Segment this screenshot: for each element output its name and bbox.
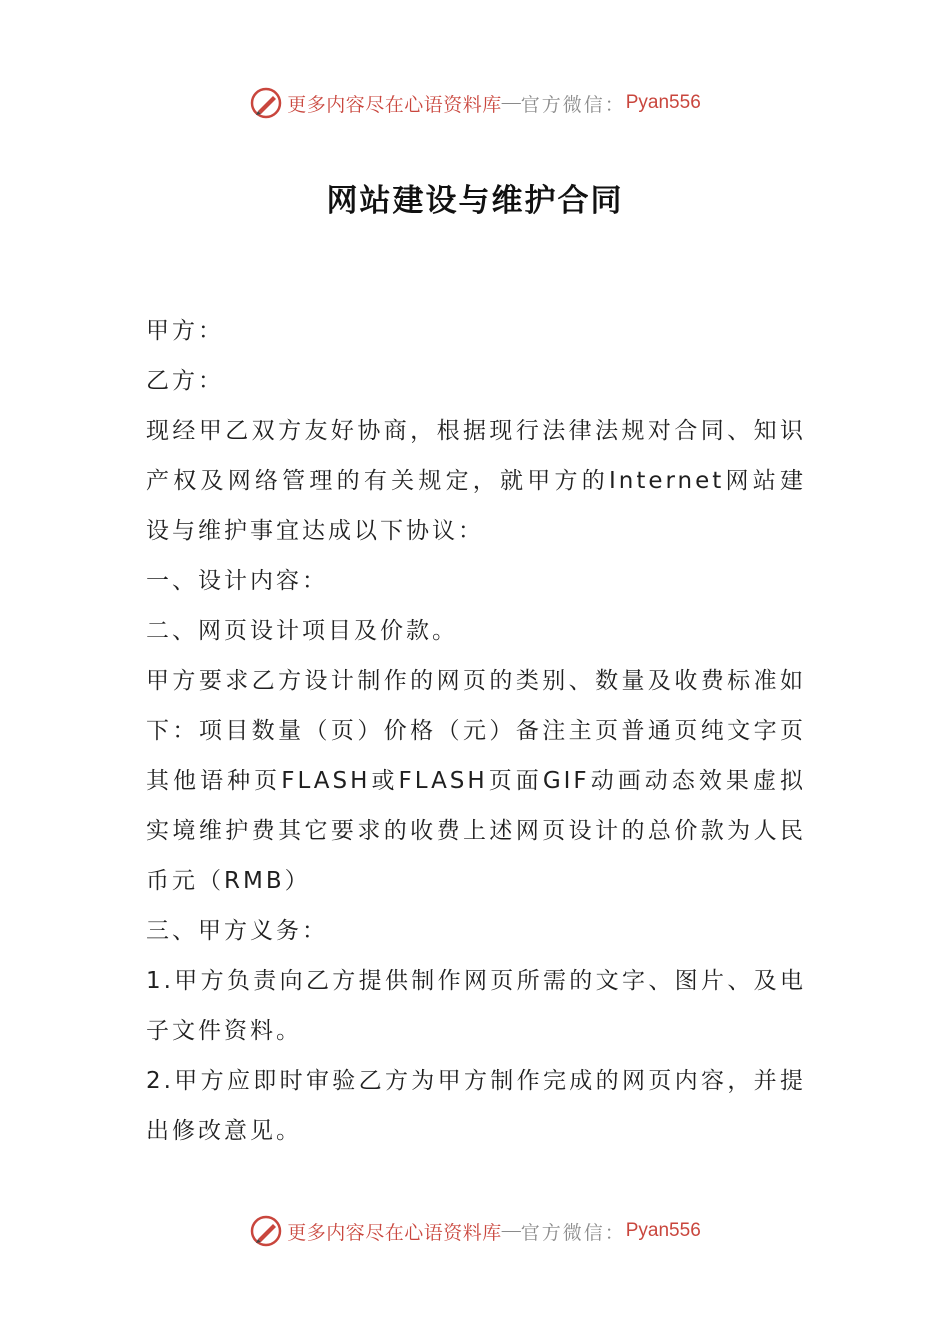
paragraph-party-b: 乙方： <box>146 368 224 394</box>
section-heading-party-a-duties: 三、甲方义务： <box>146 918 328 944</box>
footer-slogan: 更多内容尽在心语资料库 <box>287 1221 502 1244</box>
document-body <box>146 306 806 1156</box>
section-heading-items-price: 二、网页设计项目及价款。 <box>146 618 458 644</box>
header-slogan: 更多内容尽在心语资料库 <box>287 93 502 116</box>
document-title: 网站建设与维护合同 <box>326 183 624 219</box>
footer-banner <box>0 1211 950 1251</box>
header-wechat-id: Pyan556 <box>625 92 701 113</box>
header-dash: — <box>501 92 521 113</box>
paragraph-duty-1: 1.甲方负责向乙方提供制作网页所需的文字、图片、及电子文件资料。 <box>146 968 806 1044</box>
paragraph-duty-2: 2.甲方应即时审验乙方为甲方制作完成的网页内容，并提出修改意见。 <box>146 1068 806 1144</box>
header-banner <box>0 83 950 123</box>
footer-wechat-id: Pyan556 <box>625 1220 701 1241</box>
header-wechat-label: 官方微信： <box>520 93 626 116</box>
section-heading-design-content: 一、设计内容： <box>146 568 328 594</box>
footer-dash: — <box>501 1220 521 1241</box>
pen-logo-icon <box>249 1214 283 1248</box>
pen-logo-icon <box>249 86 283 120</box>
paragraph-pricing: 甲方要求乙方设计制作的网页的类别、数量及收费标准如下：项目数量（页）价格（元）备注主页普通页纯文字页其他语种页FLASH或FLASH页面GIF动画动态效果虚拟实境维护费其它要求的收费上述网页设计的总价款为人民币元（RMB） <box>146 668 806 894</box>
footer-wechat-label: 官方微信： <box>520 1221 626 1244</box>
paragraph-party-a: 甲方： <box>146 318 224 344</box>
paragraph-preamble: 现经甲乙双方友好协商，根据现行法律法规对合同、知识产权及网络管理的有关规定，就甲方的Internet网站建设与维护事宜达成以下协议： <box>146 418 806 544</box>
